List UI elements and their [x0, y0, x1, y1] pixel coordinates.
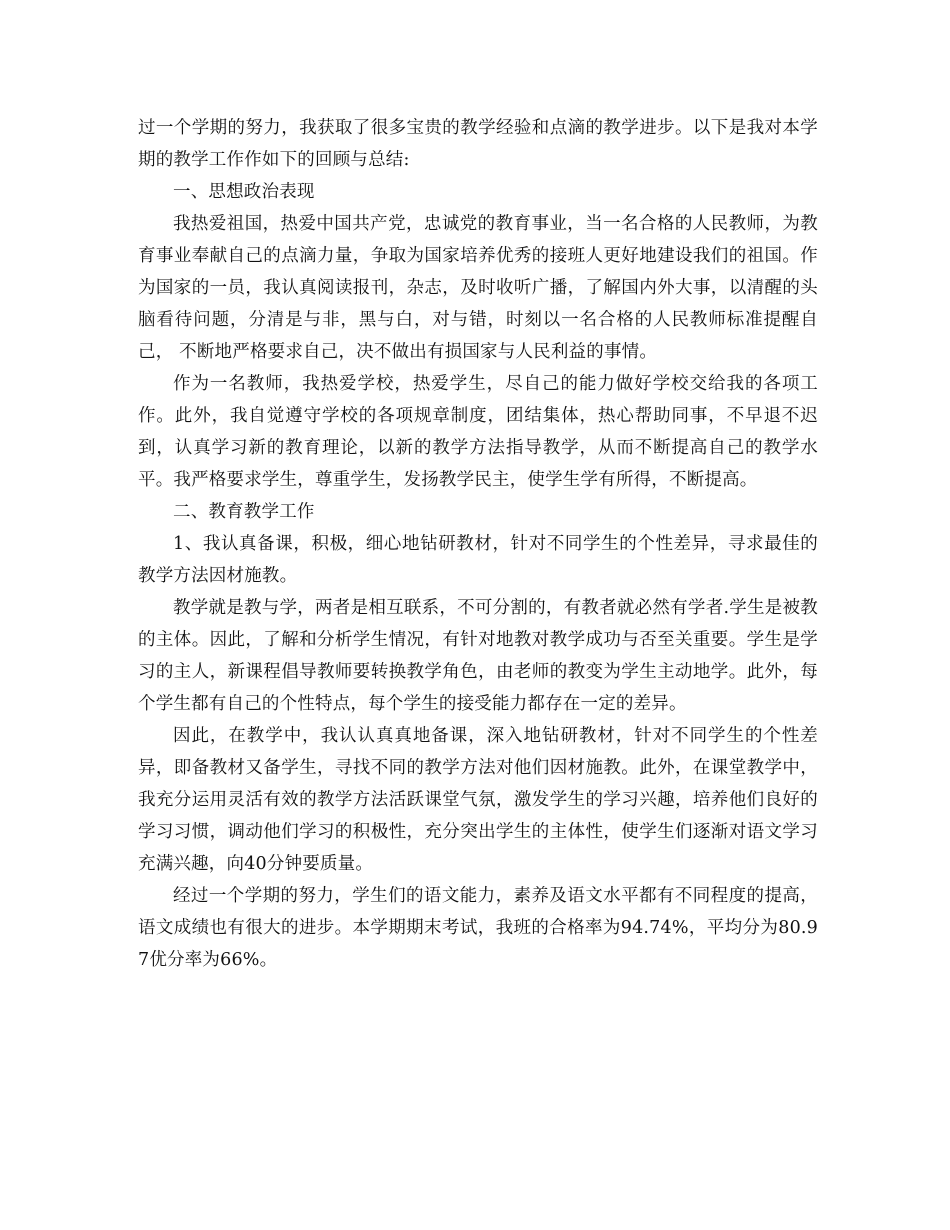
paragraph-teaching-point-1: 1、我认真备课，积极，细心地钻研教材，针对不同学生的个性差异，寻求最佳的教学方法因材施教。: [138, 534, 818, 586]
paragraph-political-1: 我热爱祖国，热爱中国共产党，忠诚党的教育事业，当一名合格的人民教师，为教育事业奉献自己的点滴力量，争取为国家培养优秀的接班人更好地建设我们的祖国。作为国家的一员，我认真阅读报刊，杂志，及时收听广播，了解国内外大事，以清醒的头脑看待问题，分清是与非，黑与白，对与错，时刻以一名合格的人民教师标准提醒自己， 不断地严格要求自己，决不做出有损国家与人民利益的事情。: [138, 214, 818, 362]
section-heading-political: 一、思想政治表现: [173, 182, 315, 202]
paragraph-intro: 过一个学期的努力，我获取了很多宝贵的教学经验和点滴的教学进步。以下是我对本学期的教学工作作如下的回顾与总结:: [138, 118, 818, 170]
paragraph-teaching-2: 教学就是教与学，两者是相互联系，不可分割的，有教者就必然有学者.学生是被教的主体。因此，了解和分析学生情况，有针对地教对教学成功与否至关重要。学生是学习的主人，新课程倡导教师要转换教学角色，由老师的教变为学生主动地学。此外，每个学生都有自己的个性特点，每个学生的接受能力都存在一定的差异。: [138, 598, 818, 714]
section-heading-teaching: 二、教育教学工作: [173, 502, 315, 522]
paragraph-teaching-3: 因此，在教学中，我认认真真地备课，深入地钻研教材，针对不同学生的个性差异，即备教材又备学生，寻找不同的教学方法对他们因材施教。此外，在课堂教学中，我充分运用灵活有效的教学方法活跃课堂气氛，激发学生的学习兴趣，培养他们良好的学习习惯，调动他们学习的积极性，充分突出学生的主体性，使学生们逐渐对语文学习充满兴趣，向40分钟要质量。: [138, 726, 818, 874]
paragraph-political-2: 作为一名教师，我热爱学校，热爱学生，尽自己的能力做好学校交给我的各项工作。此外，我自觉遵守学校的各项规章制度，团结集体，热心帮助同事，不早退不迟到，认真学习新的教育理论，以新的教学方法指导教学，从而不断提高自己的教学水平。我严格要求学生，尊重学生，发扬教学民主，使学生学有所得，不断提高。: [138, 374, 818, 490]
document-body: [138, 112, 818, 976]
paragraph-results: 经过一个学期的努力，学生们的语文能力，素养及语文水平都有不同程度的提高，语文成绩也有很大的进步。本学期期末考试，我班的合格率为94.74%，平均分为80.97优分率为66%。: [138, 886, 818, 970]
